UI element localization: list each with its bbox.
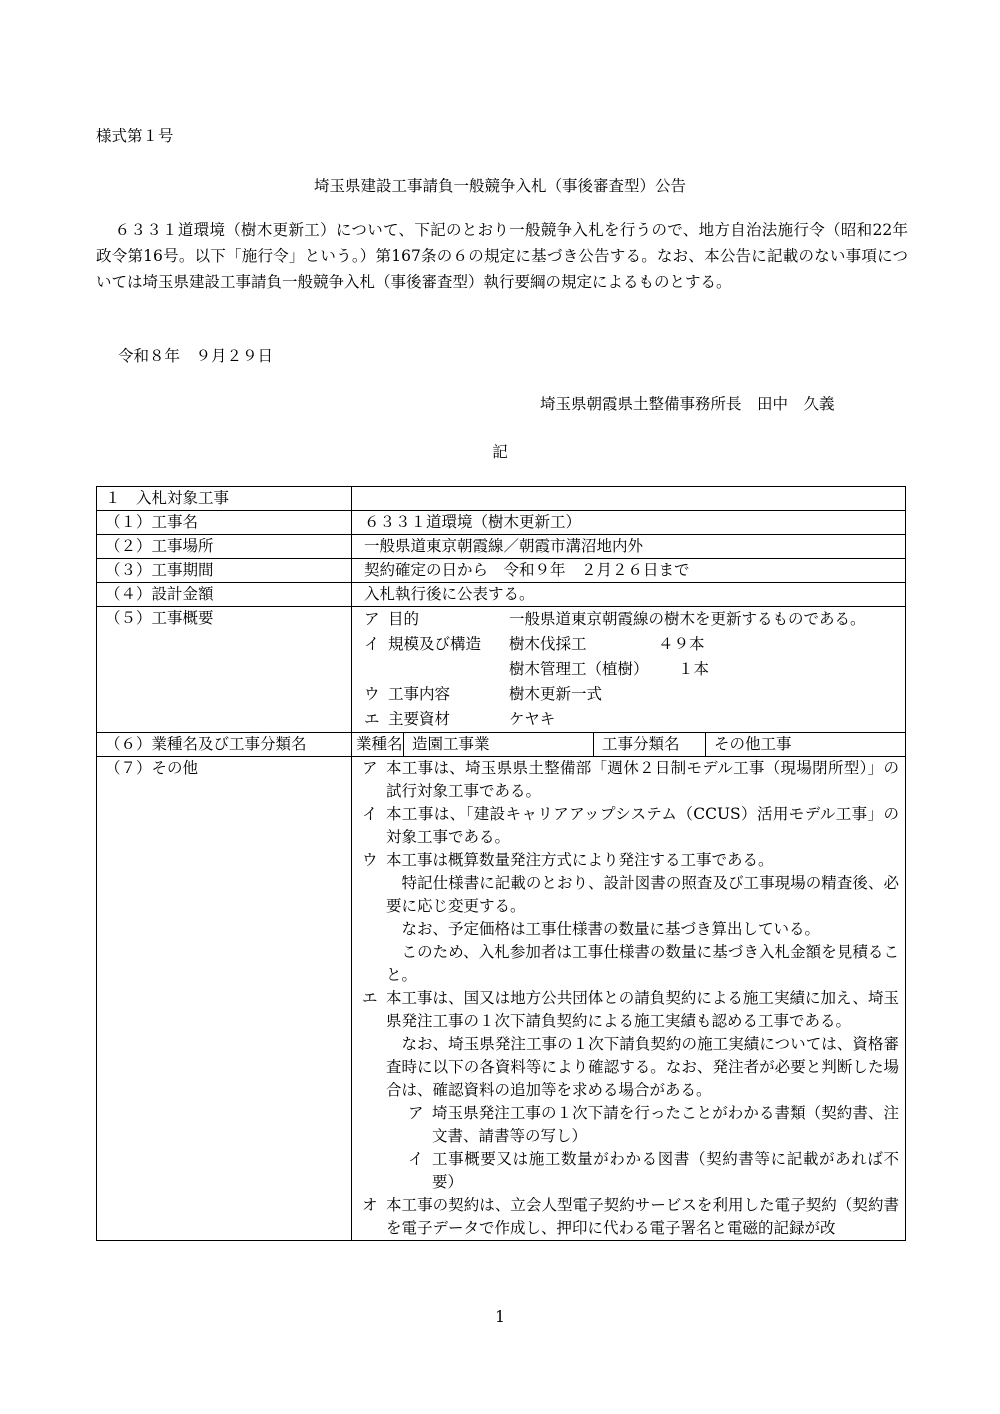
table-row bbox=[97, 559, 906, 583]
industry-header: 業種名 bbox=[352, 733, 404, 756]
outline-item: エ 主要資材 ケヤキ bbox=[364, 707, 899, 732]
list-item: オ 本工事の契約は、立会人型電子契約サービスを利用した電子契約（契約書を電子データで作成し、押印に代わる電子署名と電磁的記録が改 bbox=[362, 1196, 899, 1237]
list-item: ア 本工事は、埼玉県県土整備部「週休２日制モデル工事（現場閉所型）」の試行対象工事である。 bbox=[362, 759, 899, 800]
section-heading: １ 入札対象工事 bbox=[97, 487, 352, 511]
ki-heading: 記 bbox=[492, 443, 508, 461]
row-value: 契約確定の日から 令和９年 ２月２６日まで bbox=[352, 559, 906, 583]
outline-item: ウ 工事内容 樹木更新一式 bbox=[364, 682, 899, 707]
form-number: 様式第１号 bbox=[96, 127, 174, 145]
row-label: （１）工事名 bbox=[97, 511, 352, 535]
list-subitem: ア 埼玉県発注工事の１次下請を行ったことがわかる書類（契約書、注文書、請書等の写し） bbox=[408, 1104, 899, 1145]
outline-item-value: 樹木更新一式 bbox=[509, 685, 603, 703]
list-subitem: イ 工事概要又は施工数量がわかる図書（契約書等に記載があれば不要） bbox=[408, 1150, 899, 1191]
classification-row bbox=[352, 733, 905, 756]
outline-cell bbox=[352, 607, 906, 733]
list-item: イ 本工事は、「建設キャリアアップシステム（CCUS）活用モデル工事」の対象工事である。 bbox=[362, 805, 899, 846]
row-value: ６３３１道環境（樹木更新工） bbox=[352, 511, 906, 535]
row-label: （３）工事期間 bbox=[97, 559, 352, 583]
outline-item-value: 樹木伐採工 bbox=[509, 635, 587, 653]
outline-item-qty: ４９本 bbox=[658, 635, 705, 653]
table-row bbox=[97, 511, 906, 535]
outline-item-name: 工事内容 bbox=[388, 685, 451, 703]
outline-item-value: 一般県道東京朝霞線の樹木を更新するものである。 bbox=[509, 610, 866, 628]
table-row bbox=[97, 535, 906, 559]
row-label: （７）その他 bbox=[97, 757, 352, 1241]
table-row bbox=[97, 487, 906, 511]
outline-item-qty: １本 bbox=[678, 660, 710, 678]
outline-item-value: 樹木管理工（植樹） bbox=[509, 660, 649, 678]
outline-item: イ 規模及び構造 樹木伐採工 ４９本 bbox=[364, 632, 899, 657]
list-item: エ 本工事は、国又は地方公共団体との請負契約による施工実績に加え、埼玉県発注工事の１次下請負契約による施工実績も認める工事である。 なお、埼玉県発注工事の１次下請負契約の施工実績については、資格審査時に以下の各資料等により確認する。なお、発注者が必要と判断した場合は、確認資料の追加等を求める場合がある。 ア 埼玉県発注工事の１次下請を行ったことがわかる書類（契約書、注文書、請書等の写し） イ 工事概要又は施工数量がわかる図書（契約書等に記載があれば不要） bbox=[362, 987, 899, 1194]
notice-table bbox=[96, 486, 906, 1241]
row-label: （４）設計金額 bbox=[97, 583, 352, 607]
row-label: （２）工事場所 bbox=[97, 535, 352, 559]
issuer: 埼玉県朝霞県土整備事務所長 田中 久義 bbox=[540, 395, 835, 413]
table-row bbox=[97, 733, 906, 757]
outline-item-value: ケヤキ bbox=[509, 710, 556, 728]
outline-item: ア 目的 一般県道東京朝霞線の樹木を更新するものである。 bbox=[364, 607, 899, 632]
list-item: ウ 本工事は概算数量発注方式により発注する工事である。 特記仕様書に記載のとおり、設計図書の照査及び工事現場の精査後、必要に応じ変更する。 なお、予定価格は工事仕様書の数量に基づき算出している。 このため、入札参加者は工事仕様書の数量に基づき入札金額を見積ること。 bbox=[362, 851, 899, 984]
row-value: 入札執行後に公表する。 bbox=[352, 583, 906, 607]
industry-value: 造園工事業 bbox=[404, 733, 594, 756]
page-title: 埼玉県建設工事請負一般競争入札（事後審査型）公告 bbox=[313, 177, 686, 195]
row-label: （６）業種名及び工事分類名 bbox=[97, 733, 352, 757]
other-cell bbox=[352, 757, 906, 1241]
notice-date: 令和８年 ９月２９日 bbox=[118, 347, 274, 365]
table-row bbox=[97, 607, 906, 733]
outline-item-name: 規模及び構造 bbox=[388, 635, 482, 653]
outline-subitem bbox=[364, 657, 899, 682]
outline-item-name: 目的 bbox=[388, 610, 420, 628]
intro-paragraph bbox=[96, 217, 908, 295]
outline-item-name: 主要資材 bbox=[388, 710, 451, 728]
intro-text: ６３３１道環境（樹木更新工）について、下記のとおり一般競争入札を行うので、地方自治法施行令（昭和22年政令第16号。以下「施行令」という。）第167条の６の規定に基づき公告する。なお、本公告に記載のない事項については埼玉県建設工事請負一般競争入札（事後審査型）執行要綱の規定によるものとする。 bbox=[96, 221, 908, 291]
page-number: 1 bbox=[495, 1308, 505, 1326]
table-row bbox=[97, 757, 906, 1241]
category-value: その他工事 bbox=[714, 735, 792, 753]
category-header: 工事分類名 bbox=[594, 733, 706, 756]
row-label: （５）工事概要 bbox=[97, 607, 352, 733]
row-value: 一般県道東京朝霞線／朝霞市溝沼地内外 bbox=[352, 535, 906, 559]
table-row bbox=[97, 583, 906, 607]
